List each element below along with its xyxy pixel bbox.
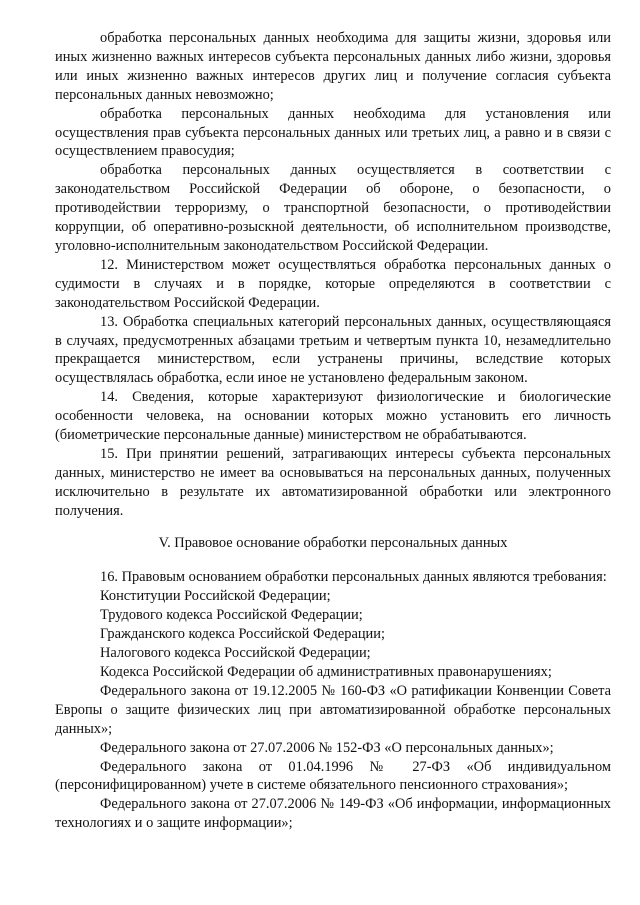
paragraph-14-biometric: 14. Сведения, которые характеризуют физиологические и биологические особенности человека, на основании которых можно установить его личность (биометрические персональные данные) министерством не обрабатываются. [55, 389, 611, 444]
list-item-law-152-fz: Федерального закона от 27.07.2006 № 152-ФЗ «О персональных данных»; [100, 739, 554, 756]
paragraph-16-legal-basis: 16. Правовым основанием обработки персональных данных являются требования: [100, 569, 607, 586]
paragraph-12-criminal-record: 12. Министерством может осуществляться обработка персональных данных о судимости в случаях и в порядке, которые определяются в соответствии с законодательством Российской Федерации. [55, 256, 611, 311]
list-item-labor-code: Трудового кодекса Российской Федерации; [100, 607, 363, 624]
list-item-tax-code: Налогового кодекса Российской Федерации; [100, 645, 371, 662]
list-item-law-160-fz: Федерального закона от 19.12.2005 № 160-ФЗ «О ратификации Конвенции Совета Европы о защите физических лиц при автоматизированной обработке персональных данных»; [55, 682, 611, 737]
list-item-constitution: Конституции Российской Федерации; [100, 588, 331, 605]
list-item-administrative-code: Кодекса Российской Федерации об административных правонарушениях; [100, 664, 552, 680]
list-item-law-149-fz: Федерального закона от 27.07.2006 № 149-ФЗ «Об информации, информационных технологиях и о защите информации»; [55, 796, 611, 832]
list-item-law-27-fz: Федерального закона от 01.04.1996 № 27-ФЗ «Об индивидуальном (персонифицированном) учете в системе обязательного пенсионного страхования»; [55, 758, 611, 794]
list-item-civil-code: Гражданского кодекса Российской Федерации; [100, 626, 385, 643]
paragraph-legislation-defense: обработка персональных данных осуществляется в соответствии с законодательством Российской Федерации об обороне, о безопасности, о противодействии терроризму, о транспортной безопасности, о противодействии коррупции, об оперативно-розыскной деятельности, об исполнительном производстве, уголовно-исполнительным законодательством Российской Федерации. [55, 162, 611, 254]
paragraph-13-special-categories: 13. Обработка специальных категорий персональных данных, осуществляющаяся в случаях, предусмотренных абзацами третьим и четвертым пункта 10, незамедлительно прекращается министерством, если устранены причины, вследствие которых осуществлялась обработка, если иное не установлено федеральным законом. [55, 313, 611, 387]
paragraph-rights-justice: обработка персональных данных необходима для установления или осуществления прав субъекта персональных данных или третьих лиц, а равно и в связи с осуществлением правосудия; [55, 105, 611, 160]
paragraph-15-automated-decisions: 15. При принятии решений, затрагивающих интересы субъекта персональных данных, министерство не имеет ва основываться на персональных данных, полученных исключительно в результате их автоматизированной обработки или электронного получения. [55, 445, 611, 519]
section-heading: V. Правовое основание обработки персональных данных [158, 534, 508, 551]
paragraph-vital-interests: обработка персональных данных необходима для защиты жизни, здоровья или иных жизненно важных интересов субъекта персональных данных либо жизни, здоровья или иных жизненно важных интересов других лиц и получение согласия субъекта персональных данных невозможно; [55, 30, 611, 103]
